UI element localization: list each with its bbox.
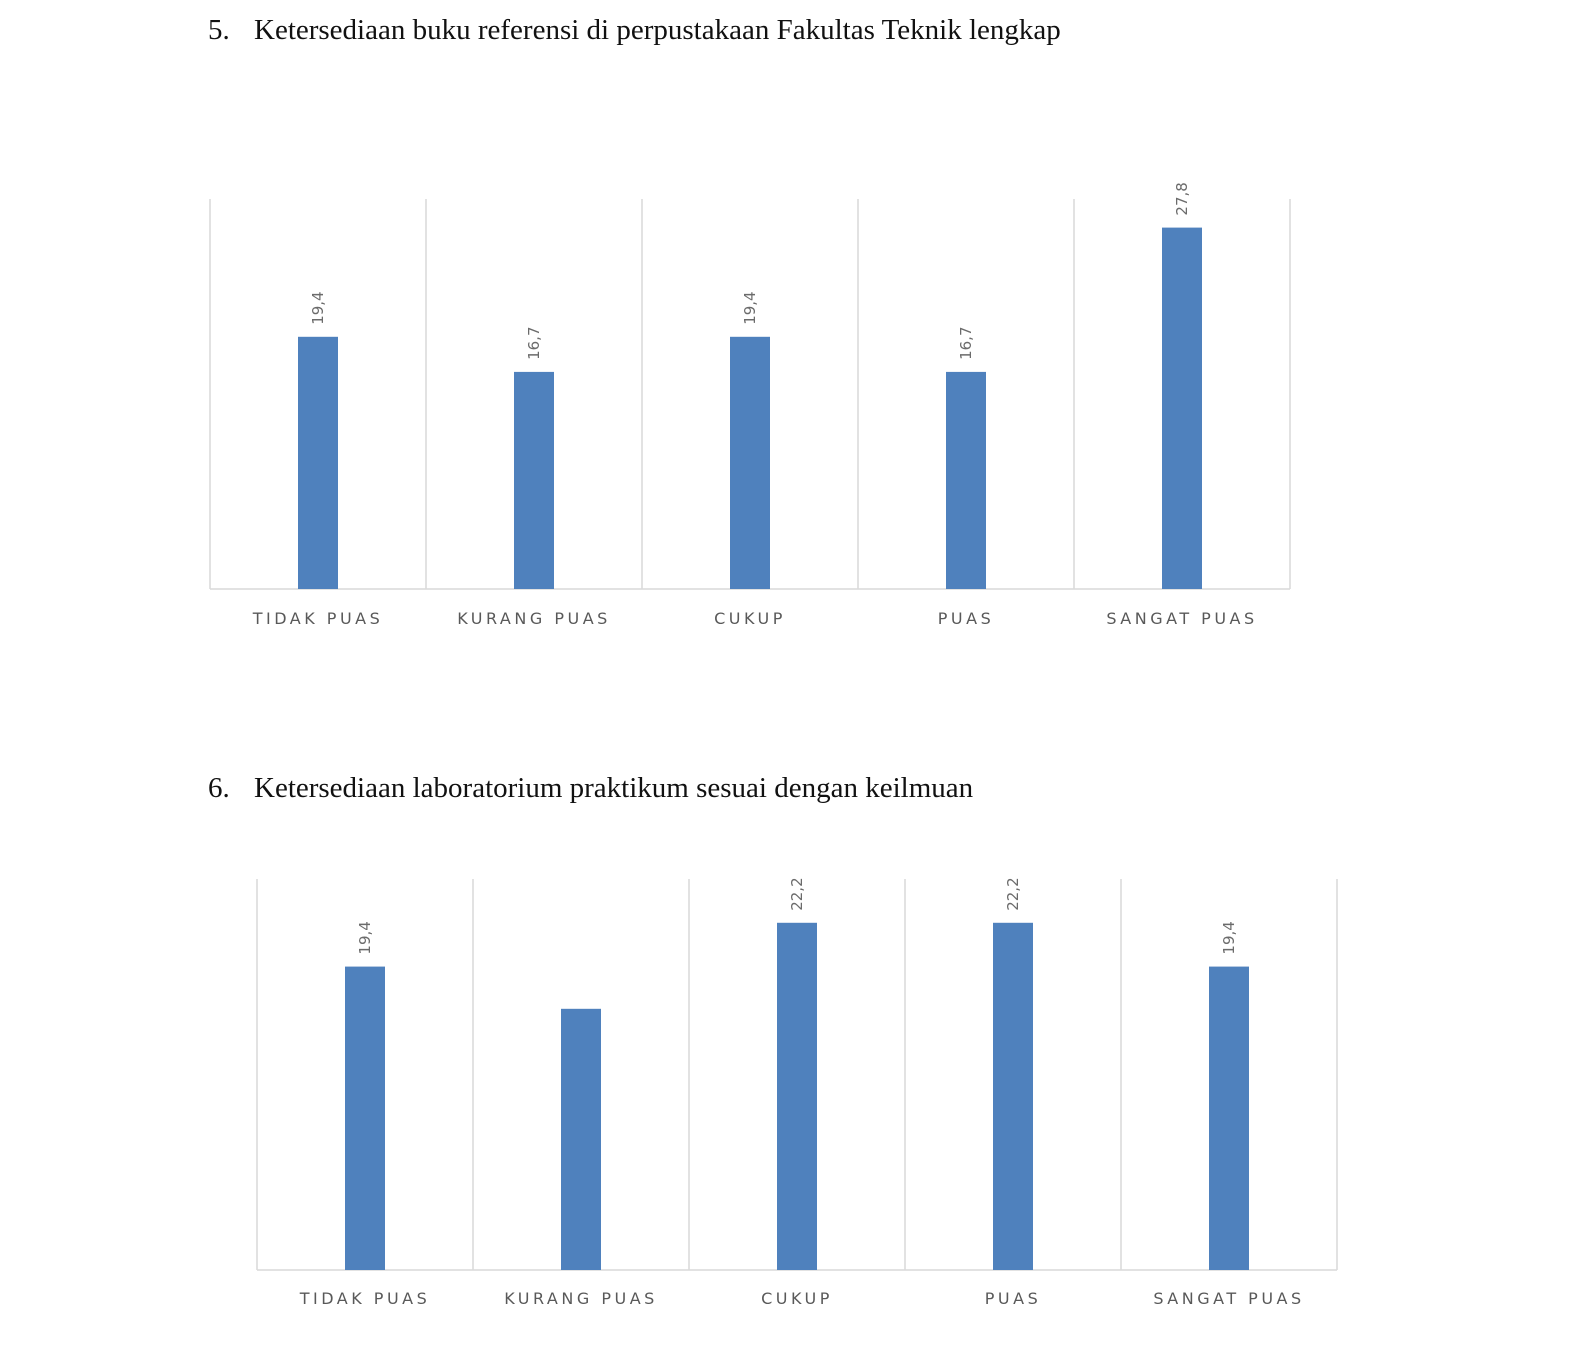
data-label: 19,4 xyxy=(741,291,759,325)
data-label: 22,2 xyxy=(788,877,806,911)
category-label: PUAS xyxy=(984,1289,1042,1308)
category-label: TIDAK PUAS xyxy=(252,609,384,628)
bar-kurang-puas xyxy=(561,1009,601,1270)
bar-cukup xyxy=(777,923,817,1270)
bar-tidak-puas xyxy=(345,967,385,1270)
data-label: 27,8 xyxy=(1173,182,1191,216)
category-label: SANGAT PUAS xyxy=(1106,609,1258,628)
data-label: 22,2 xyxy=(1004,877,1022,911)
bar-puas xyxy=(993,923,1033,1270)
data-label: 19,4 xyxy=(356,921,374,955)
category-label: CUKUP xyxy=(761,1289,833,1308)
category-label: TIDAK PUAS xyxy=(299,1289,431,1308)
data-label: 16,7 xyxy=(957,326,975,360)
section-6-number: 6. xyxy=(208,772,230,804)
bar-sangat-puas xyxy=(1209,967,1249,1270)
category-label: KURANG PUAS xyxy=(457,609,611,628)
section-5-title: Ketersediaan buku referensi di perpustakaan Fakultas Teknik lengkap xyxy=(254,14,1061,46)
data-label: 19,4 xyxy=(309,291,327,325)
section-5-number: 5. xyxy=(208,14,230,46)
data-label: 16,7 xyxy=(525,326,543,360)
section-6-title: Ketersediaan laboratorium praktikum sesuai dengan keilmuan xyxy=(254,772,974,804)
category-label: KURANG PUAS xyxy=(504,1289,658,1308)
category-label: CUKUP xyxy=(714,609,786,628)
category-label: SANGAT PUAS xyxy=(1153,1289,1305,1308)
category-label: PUAS xyxy=(937,609,995,628)
data-label: 19,4 xyxy=(1220,921,1238,955)
